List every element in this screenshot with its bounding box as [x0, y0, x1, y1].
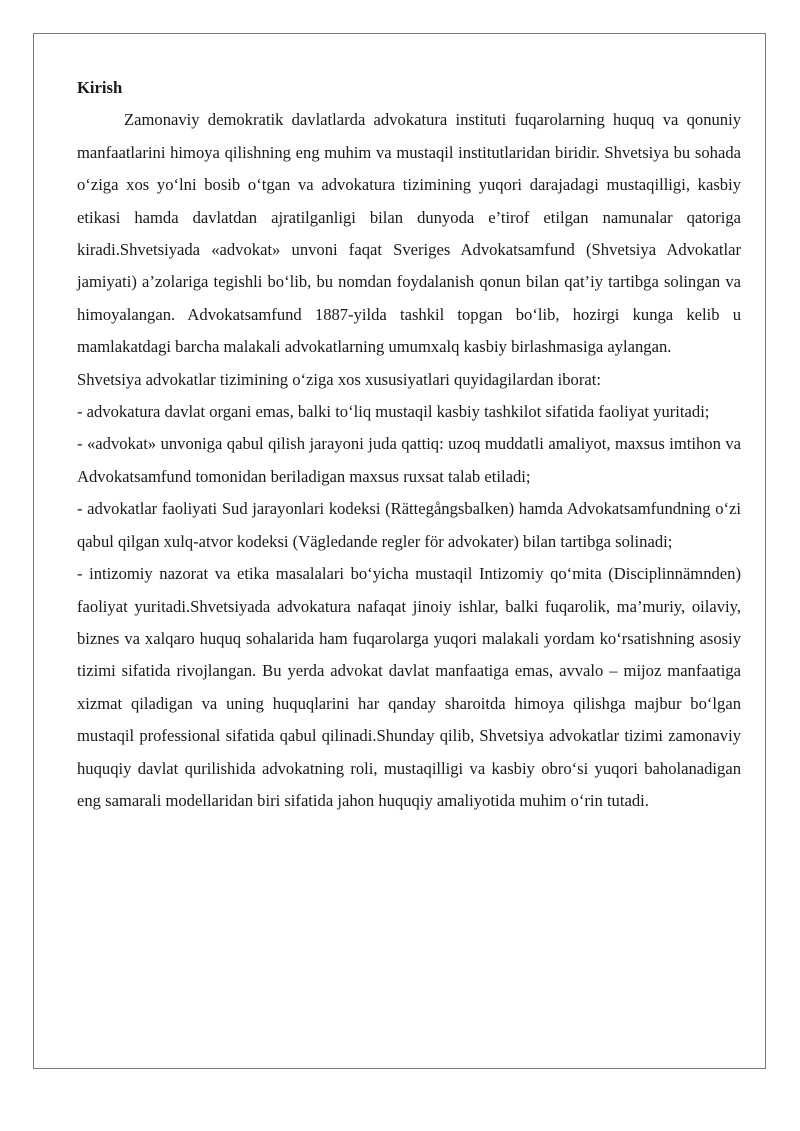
feature-item: - advokatlar faoliyati Sud jarayonlari kodeksi (Rättegångsbalken) hamda Advokatsamfundning o‘zi qabul qilgan xulq-atvor kodeksi (Vägledande regler för advokater) bilan tartibga solinadi; [77, 499, 741, 551]
intro-paragraph: Zamonaviy demokratik davlatlarda advokatura instituti fuqarolarning huquq va qonuniy manfaatlarini himoya qilishning eng muhim va mustaqil institutlaridan biridir. Shvetsiya bu sohada o‘ziga xos yo‘lni bosib o‘tgan va advokatura tizimining yuqori darajadagi mustaqilligi, kasbiy etikasi hamda davlatdan ajratilganligi bilan dunyoda e’tirof etilgan namunalar qatoriga kiradi.Shvetsiyada «advokat» unvoni faqat Sveriges Advokatsamfund (Shvetsiya Advokatlar jamiyati) a’zolariga tegishli bo‘lib, bu nomdan foydalanish qonun bilan qat’iy tartibga solingan va himoyalangan. Advokatsamfund 1887-yilda tashkil topgan bo‘lib, hozirgi kunga kelib u mamlakatdagi barcha malakali advokatlarning umumxalq kasbiy birlashmasiga aylangan. [77, 110, 741, 357]
feature-item: - intizomiy nazorat va etika masalalari bo‘yicha mustaqil Intizomiy qo‘mita (Disciplinnämnden) faoliyat yuritadi.Shvetsiyada advokatura nafaqat jinoiy ishlar, balki fuqarolik, ma’muriy, oilaviy, biznes va xalqaro huquq sohalarida ham fuqarolarga yuqori malakali yordam ko‘rsatishning asosiy tizimi sifatida rivojlangan. Bu yerda advokat davlat manfaatiga emas, avvalo – mijoz manfaatiga xizmat qiladigan va uning huquqlarini har qanday sharoitda himoya qilishga majbur bo‘lgan mustaqil professional sifatida qabul qilinadi.Shunday qilib, Shvetsiya advokatlar tizimi zamonaviy huquqiy davlat qurilishida advokatning roli, mustaqilligi va kasbiy obro‘si yuqori baholanadigan eng samarali modellaridan biri sifatida jahon huquqiy amaliyotida muhim o‘rin tutadi. [77, 564, 741, 810]
section-heading: Kirish [77, 78, 123, 97]
feature-item: - advokatura davlat organi emas, balki to‘liq mustaqil kasbiy tashkilot sifatida faoliyat yuritadi; [77, 402, 710, 422]
feature-item: - «advokat» unvoniga qabul qilish jarayoni juda qattiq: uzoq muddatli amaliyot, maxsus imtihon va Advokatsamfund tomonidan beriladigan maxsus ruxsat talab etiladi; [77, 434, 741, 486]
features-intro: Shvetsiya advokatlar tizimining o‘ziga xos xususiyatlari quyidagilardan iborat: [77, 369, 601, 389]
document-body [77, 72, 741, 817]
